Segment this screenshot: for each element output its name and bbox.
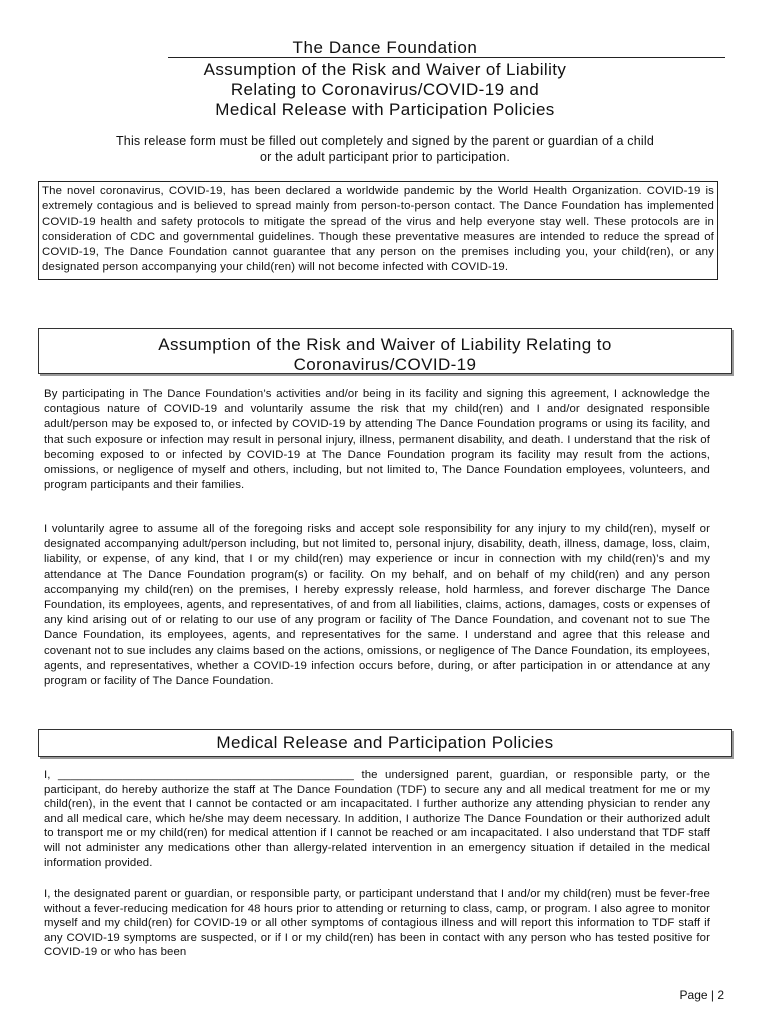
title-line-3: Medical Release with Participation Policies [215,100,555,119]
covid-notice-box: The novel coronavirus, COVID-19, has been declared a worldwide pandemic by the World Health Organization. COVID-19 is extremely contagious and is believed to spread mainly from person-to-person contact. The Dance Foundation has implemented COVID-19 health and safety protocols to mitigate the spread of the virus and help everyone stay well. These protocols are in consideration of CDC and governmental guidelines. Though these preventative measures are intended to reduce the spread of COVID-19, The Dance Foundation cannot guarantee that any person on the premises including you, your child(ren), or any designated person accompanying your child(ren) will not become infected with COVID-19. [38,181,718,280]
document-title [0,60,770,120]
title-line-2: Relating to Coronavirus/COVID-19 and [230,80,540,99]
section-title-line-2: Coronavirus/COVID-19 [293,355,477,374]
assumption-paragraph-2: I voluntarily agree to assume all of the foregoing risks and accept sole responsibility for any injury to my child(ren), myself or designated accompanying adult/person including, but not limited to, personal injury, disability, death, illness, damage, loss, claim, liability, or expense, of any kind, that I or my child(ren) may experience or incur in connection with my child(ren)’s and my attendance at The Dance Foundation program(s) or facility. On my behalf, and on behalf of my child(ren) and any person accompanying my child(ren) on the premises, I hereby expressly release, hold harmless, and forever discharge The Dance Foundation, its employees, agents, and representatives, of and from all liabilities, claims, actions, damages, costs or expenses of any kind arising out of or relating to our use of any program or facility of The Dance Foundation, and covenant not to sue The Dance Foundation, its employees, agents, and representatives for the same. I understand and agree that this release and covenant not to sue includes any claims based on the actions, omissions, or negligence of The Dance Foundation, its employees, agents, and representatives, whether a COVID-19 infection occurs before, during, or after participation in or attendance at any program or facility of The Dance Foundation. [44,523,710,688]
intro-line-1: This release form must be filled out completely and signed by the parent or guardian of a child [115,134,655,148]
intro-line-2: or the adult participant prior to participation. [259,150,510,164]
participation-policy-paragraph: I, the designated parent or guardian, or responsible party, or participant understand that I and/or my child(ren) must be fever-free without a fever-reducing medication for 48 hours prior to attending or returning to class, camp, or program. I also agree to monitor myself and my child(ren) for COVID-19 or all other symptoms of contagious illness and will report this information to TDF staff if any COVID-19 symptoms are suspected, or if I or my child(ren) has been in contact with any person who has tested positive for COVID-19 or who has been [44,888,710,959]
title-line-1: Assumption of the Risk and Waiver of Liability [203,60,567,79]
intro-instructions [40,133,730,165]
section-title-assumption-of-risk [38,328,732,374]
organization-name: The Dance Foundation [292,38,478,57]
section-title-medical-release: Medical Release and Participation Policies [38,729,732,757]
page-number: Page | 2 [679,988,724,1002]
header-rule [168,57,725,58]
assumption-paragraph-1: By participating in The Dance Foundation’s activities and/or being in its facility and signing this agreement, I acknowledge the contagious nature of COVID-19 and voluntarily assume the risk that my child(ren) and I and/or designated responsible adult/person may be exposed to, or infected by COVID-19 by attending The Dance Foundation programs or using its facility, and that such exposure or infection may result in personal injury, illness, permanent disability, and death. I understand that the risk of becoming exposed to or infected by COVID-19 at The Dance Foundation program its facility may result from the actions, omissions, or negligence of myself and others, including, but not limited to, The Dance Foundation employees, volunteers, and program participants and their families. [44,388,710,492]
medical-release-paragraph: I, ______________________________________________ the undersigned parent, guardian, or responsible party, or the participant, do hereby authorize the staff at The Dance Foundation (TDF) to secure any and all medical treatment for me or my child(ren), in the event that I cannot be contacted or am incapacitated. I further authorize any attending physician to render any and all medical care, which he/she may deem necessary. In addition, I authorize The Dance Foundation or their authorized adult to transport me or my child(ren) for medical attention if I cannot be reached or am incapacitated. I also understand that TDF staff will not administer any medications other than allergy-related intervention in an emergency situation if detailed in the medical information provided. [44,769,710,869]
section-title-line-1: Assumption of the Risk and Waiver of Liability Relating to [158,335,612,354]
